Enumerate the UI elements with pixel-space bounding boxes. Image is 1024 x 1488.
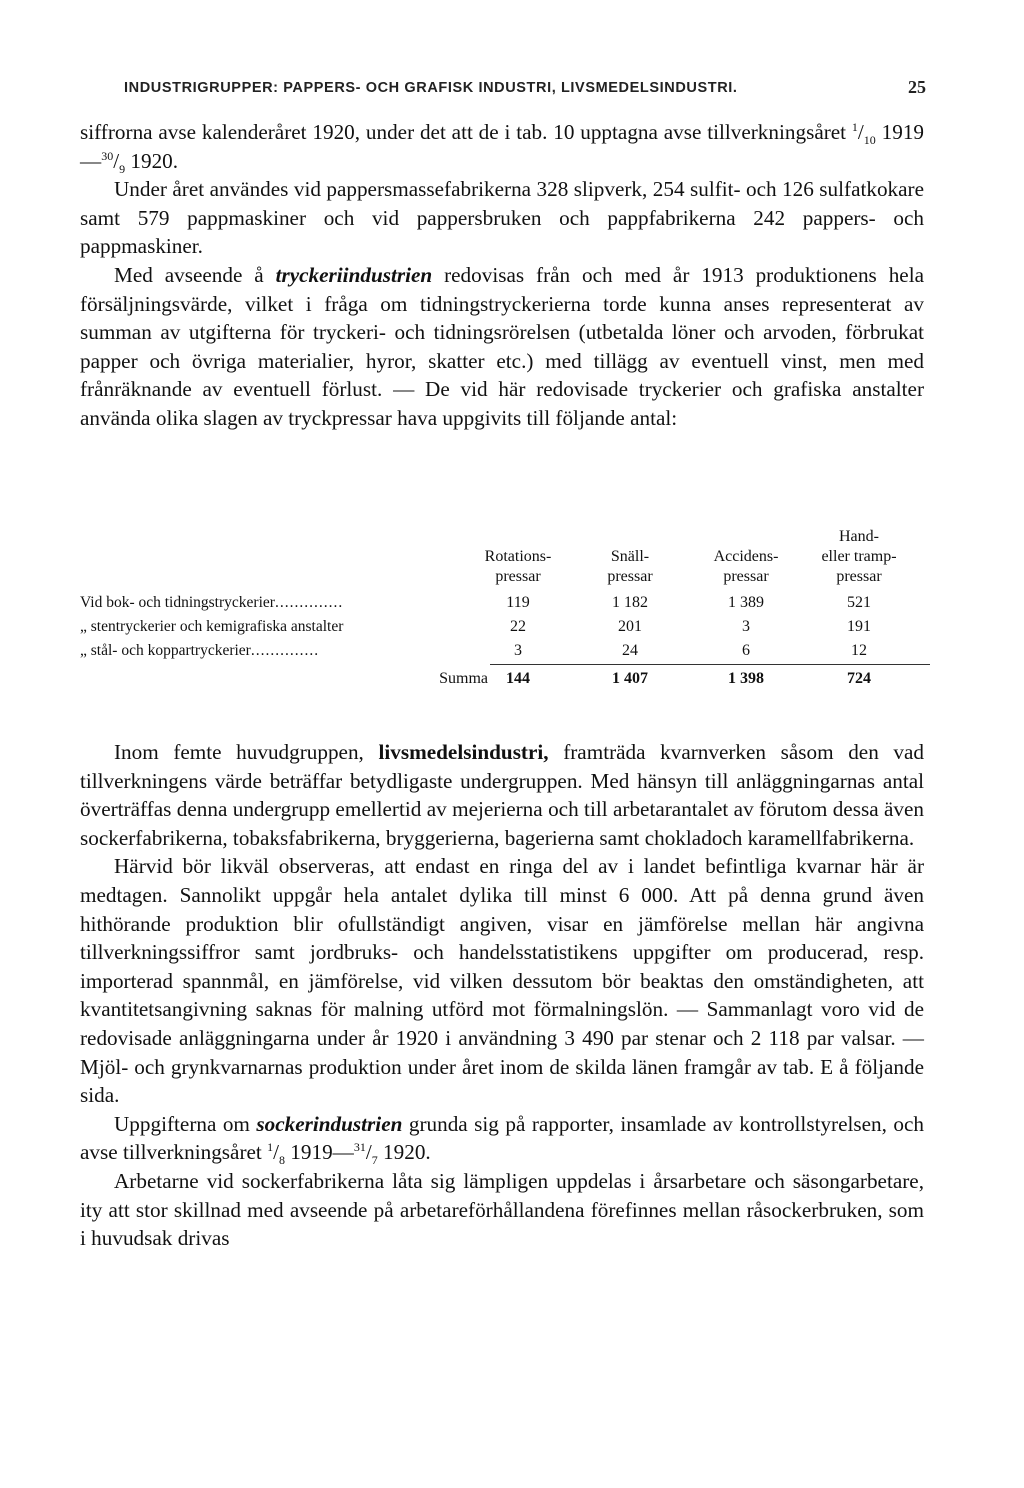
intro-text bbox=[80, 118, 924, 433]
col-header-snall: Snäll- pressar bbox=[607, 548, 653, 585]
paragraph-4: Inom femte huvudgruppen, livsmedelsindustri, framträda kvarnverken såsom den vad tillverkningens värde beträffar betydligaste undergruppen. Med hänsyn till anläggningarnas antal överträffas denna undergrupp emellertid av mejerierna och till arbetarantalet av förutom dessa även sockerfabrikerna, tobaksfabrikerna, bryggerierna, bagerierna samt chokladoch karamellfabrikerna. bbox=[80, 740, 924, 850]
page-number: 25 bbox=[908, 77, 926, 97]
paragraph-1: siffrorna avse kalenderåret 1920, under det att de i tab. 10 upptagna avse tillverkningsåret $^1/_{10}$ $1919—^{30}/_9$ 1920. bbox=[80, 119, 925, 176]
col-header-hand: Hand- eller tramp- pressar bbox=[821, 528, 897, 585]
table-header bbox=[80, 527, 924, 589]
paragraph-6: Uppgifterna om sockerindustrien grunda sig på rapporter, insamlade av kontrollstyrelsen, och avse tillverkningsåret $^1/_8$ $1919—^{31}/_7$ 1920. bbox=[80, 1111, 924, 1168]
col-header-accidens: Accidens- pressar bbox=[713, 548, 779, 585]
paragraph-5: Härvid bör likväl observeras, att endast en ringa del av i landet befintliga kvarnar här är medtagen. Sannolikt uppgår hela antalet dylika till minst 6 000. Att på denna grund även hithörande produktion blir ofullständigt angiven, visar en jämförelse mellan här angivna tillverkningssiffror samt jordbruks- och handelsstatistikens uppgifter om producerad, resp. importerad spannmål, en jämförelse, vid vilken dessutom bör beaktas den omständigheten, att kvantitetsangivning saknas för malning utförd mot förmalningslön. — Sammanlagt voro vid de redovisade anläggningarna under år 1920 i användning 3 490 par stenar och 2 118 par valsar. — Mjöl- och grynkvarnarnas produktion under året inom de skilda länen framgår av tab. E å följande sida. bbox=[80, 854, 924, 1108]
paragraph-2: Under året användes vid pappersmassefabrikerna 328 slipverk, 254 sulfit- och 126 sulfatkokare samt 579 pappmaskiner och vid pappersbruken och pappfabrikerna 242 pappers- och pappmaskiner. bbox=[80, 177, 924, 259]
paragraph-7: Arbetarne vid sockerfabrikerna låta sig lämpligen uppdelas i årsarbetare och säsongarbetare, ity att stor skillnad med avseende på arbetareförhållandena förefinnes mellan råsockerbruken, som i huvudsak drivas bbox=[80, 1168, 924, 1251]
body-text bbox=[80, 738, 924, 1253]
running-header bbox=[124, 77, 926, 97]
running-title: INDUSTRIGRUPPER: PAPPERS- OCH GRAFISK INDUSTRI, LIVSMEDELSINDUSTRI. bbox=[124, 80, 738, 96]
table-row: „ stål- och koppartryckerier.............. 3 24 6 12 bbox=[80, 642, 867, 659]
sum-rule bbox=[490, 664, 930, 665]
col-header-rotation: Rotations- pressar bbox=[484, 548, 552, 585]
table-row: Vid bok- och tidningstryckerier.............. 119 1 182 1 389 521 bbox=[80, 594, 871, 611]
paragraph-3: Med avseende å tryckeriindustrien redovisas från och med år 1913 produktionens hela försäljningsvärde, vilket i fråga om tidningstryckerierna torde kunna anses representerat av summan av utgifterna för tryckeri- och tidningsrörelsen (utbetalda löner och arvoden, förbrukat papper och övriga materialier, hyror, skatter etc.) med tillägg av eventuell vinst, men med frånräknande av eventuell förlust. — De vid här redovisade tryckerier och grafiska anstalter använda olika slagen av tryckpressar hava uppgivits till följande antal: bbox=[80, 262, 924, 430]
table-row: „ stentryckerier och kemigrafiska anstalter 22 201 3 191 bbox=[80, 618, 871, 635]
sum-row: Summa 144 1 407 1 398 724 bbox=[439, 670, 871, 687]
